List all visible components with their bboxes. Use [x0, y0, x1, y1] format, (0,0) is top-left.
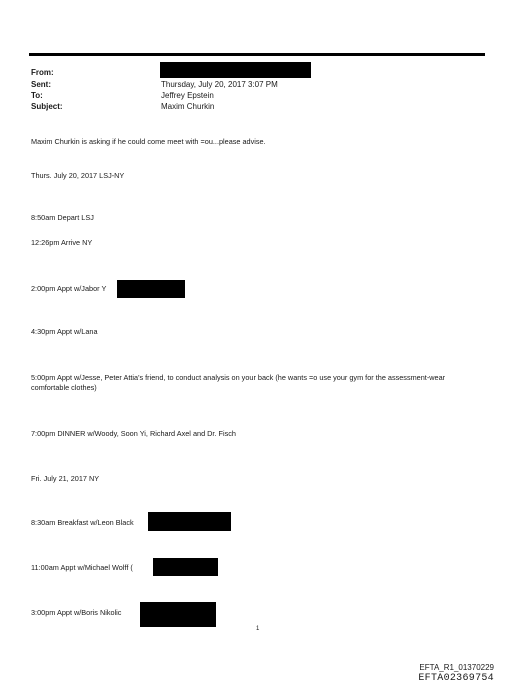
- subject-label: Subject:: [31, 102, 63, 111]
- redaction-item8: [153, 558, 218, 576]
- schedule-item: 3:00pm Appt w/Boris Nikolic: [31, 608, 122, 617]
- day-heading-2: Fri. July 21, 2017 NY: [31, 474, 100, 483]
- bates-number-1: EFTA_R1_01370229: [419, 663, 494, 672]
- schedule-item: 5:00pm Appt w/Jesse, Peter Attia's friend, to conduct analysis on your back (he wants =o use your gym for the assessment-wear comfortable clothes): [31, 373, 446, 392]
- intro-text: Maxim Churkin is asking if he could come meet with =ou...please advise.: [31, 137, 266, 146]
- schedule-item: 12:26pm Arrive NY: [31, 238, 93, 247]
- schedule-item: 8:30am Breakfast w/Leon Black: [31, 518, 134, 527]
- to-label: To:: [31, 91, 43, 100]
- header-rule: [29, 53, 485, 56]
- schedule-item: 7:00pm DINNER w/Woody, Soon Yi, Richard Axel and Dr. Fisch: [31, 429, 236, 438]
- day-heading-1: Thurs. July 20, 2017 LSJ-NY: [31, 171, 125, 180]
- schedule-item: 8:50am Depart LSJ: [31, 213, 94, 222]
- schedule-item: 2:00pm Appt w/Jabor Y: [31, 284, 107, 293]
- redaction-item3: [117, 280, 185, 298]
- schedule-item: 11:00am Appt w/Michael Wolff (: [31, 563, 133, 572]
- to-value: Jeffrey Epstein: [161, 91, 214, 100]
- redaction-from: [160, 62, 311, 78]
- subject-value: Maxim Churkin: [161, 102, 215, 111]
- from-label: From:: [31, 68, 54, 77]
- page-number: 1: [256, 626, 260, 632]
- sent-value: Thursday, July 20, 2017 3:07 PM: [161, 80, 278, 89]
- redaction-item9: [140, 602, 216, 627]
- schedule-item: 4:30pm Appt w/Lana: [31, 327, 98, 336]
- bates-number-2: EFTA02369754: [418, 673, 494, 684]
- redaction-item7: [148, 512, 231, 531]
- sent-label: Sent:: [31, 80, 51, 89]
